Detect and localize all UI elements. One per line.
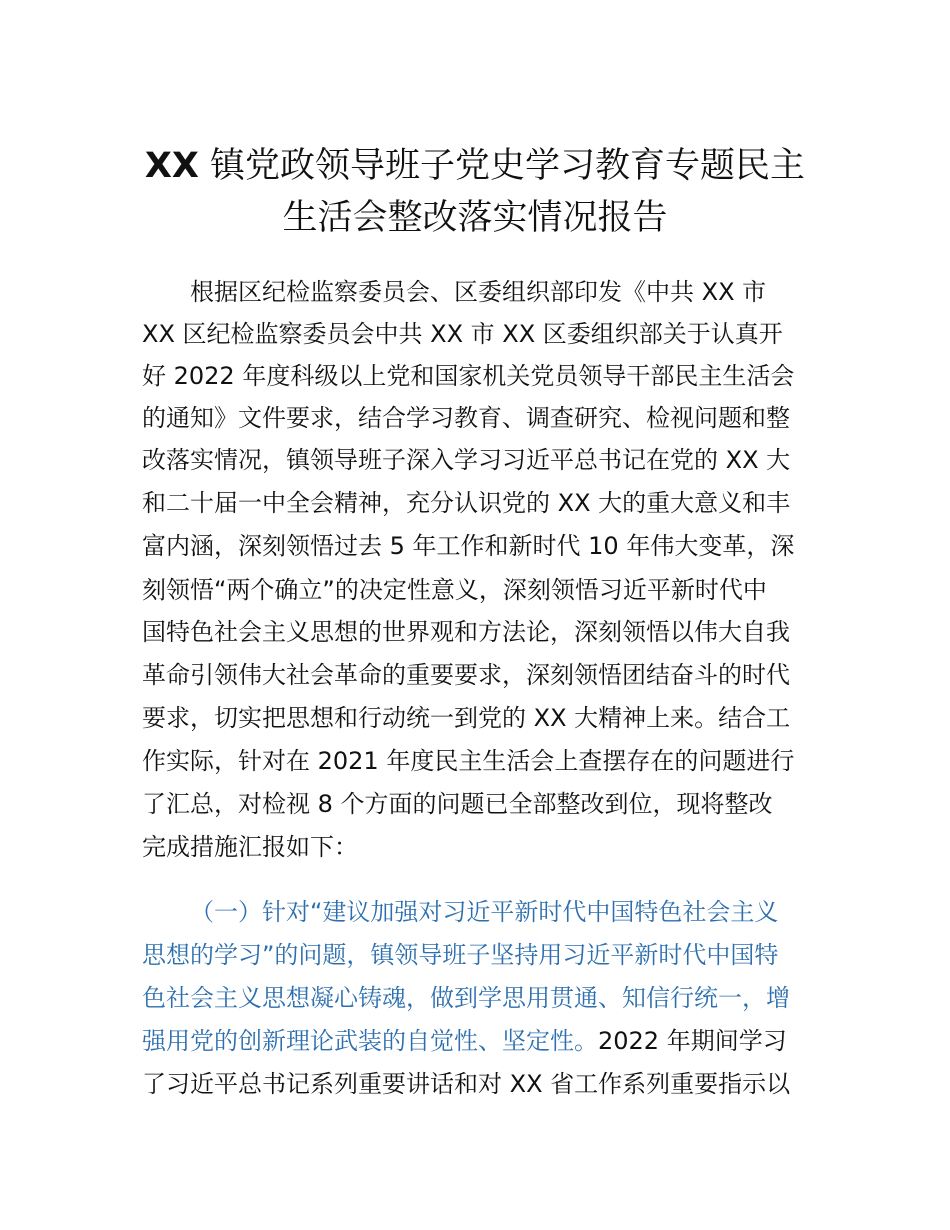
para1-line: 革命引领伟大社会革命的重要要求，深刻领悟团结奋斗的时代 bbox=[142, 661, 790, 689]
body-text-start: 2022 年期间学习 bbox=[598, 1027, 787, 1055]
document-title bbox=[100, 140, 850, 244]
title-prefix: XX bbox=[144, 146, 199, 186]
para1-line: 国特色社会主义思想的世界观和方法论，深刻领悟以伟大自我 bbox=[142, 618, 790, 646]
section-heading-tail: 强用党的创新理论武装的自觉性、坚定性。 bbox=[142, 1027, 598, 1055]
body-line: 了习近平总书记系列重要讲话和对 XX 省工作系列重要指示以 bbox=[142, 1070, 791, 1098]
para1-line: 改落实情况，镇领导班子深入学习习近平总书记在党的 XX 大 bbox=[142, 446, 791, 474]
para1-line: 和二十届一中全会精神，充分认识党的 XX 大的重大意义和丰 bbox=[142, 489, 791, 517]
para1-line: 完成措施汇报如下： bbox=[142, 833, 358, 861]
para1-line: 的通知》文件要求，结合学习教育、调查研究、检视问题和整 bbox=[142, 404, 790, 432]
para1-line: 了汇总，对检视 8 个方面的问题已全部整改到位，现将整改 bbox=[142, 790, 773, 818]
para1-line: 根据区纪检监察委员会、区委组织部印发《中共 XX 市 bbox=[190, 278, 767, 306]
title-line-2: 生活会整改落实情况报告 bbox=[282, 198, 668, 238]
mixed-line bbox=[142, 1025, 787, 1057]
section-heading-line: 色社会主义思想凝心铸魂，做到学思用贯通、知信行统一，增 bbox=[142, 984, 790, 1012]
para1-line: 要求，切实把思想和行动统一到党的 XX 大精神上来。结合工 bbox=[142, 704, 791, 732]
title-line-1: 镇党政领导班子党史学习教育专题民主 bbox=[210, 146, 806, 186]
para1-line: 好 2022 年度科级以上党和国家机关党员领导干部民主生活会 bbox=[142, 362, 795, 390]
para1-line: 富内涵，深刻领悟过去 5 年工作和新时代 10 年伟大变革，深 bbox=[142, 532, 795, 560]
para1-line: XX 区纪检监察委员会中共 XX 市 XX 区委组织部关于认真开 bbox=[142, 320, 783, 348]
para1-line: 作实际，针对在 2021 年度民主生活会上查摆存在的问题进行 bbox=[142, 747, 795, 775]
section-heading-line: （一）针对“建议加强对习近平新时代中国特色社会主义 bbox=[190, 898, 779, 926]
para1-line: 刻领悟“两个确立”的决定性意义，深刻领悟习近平新时代中 bbox=[142, 576, 767, 604]
section-heading-line: 思想的学习”的问题，镇领导班子坚持用习近平新时代中国特 bbox=[142, 941, 779, 969]
